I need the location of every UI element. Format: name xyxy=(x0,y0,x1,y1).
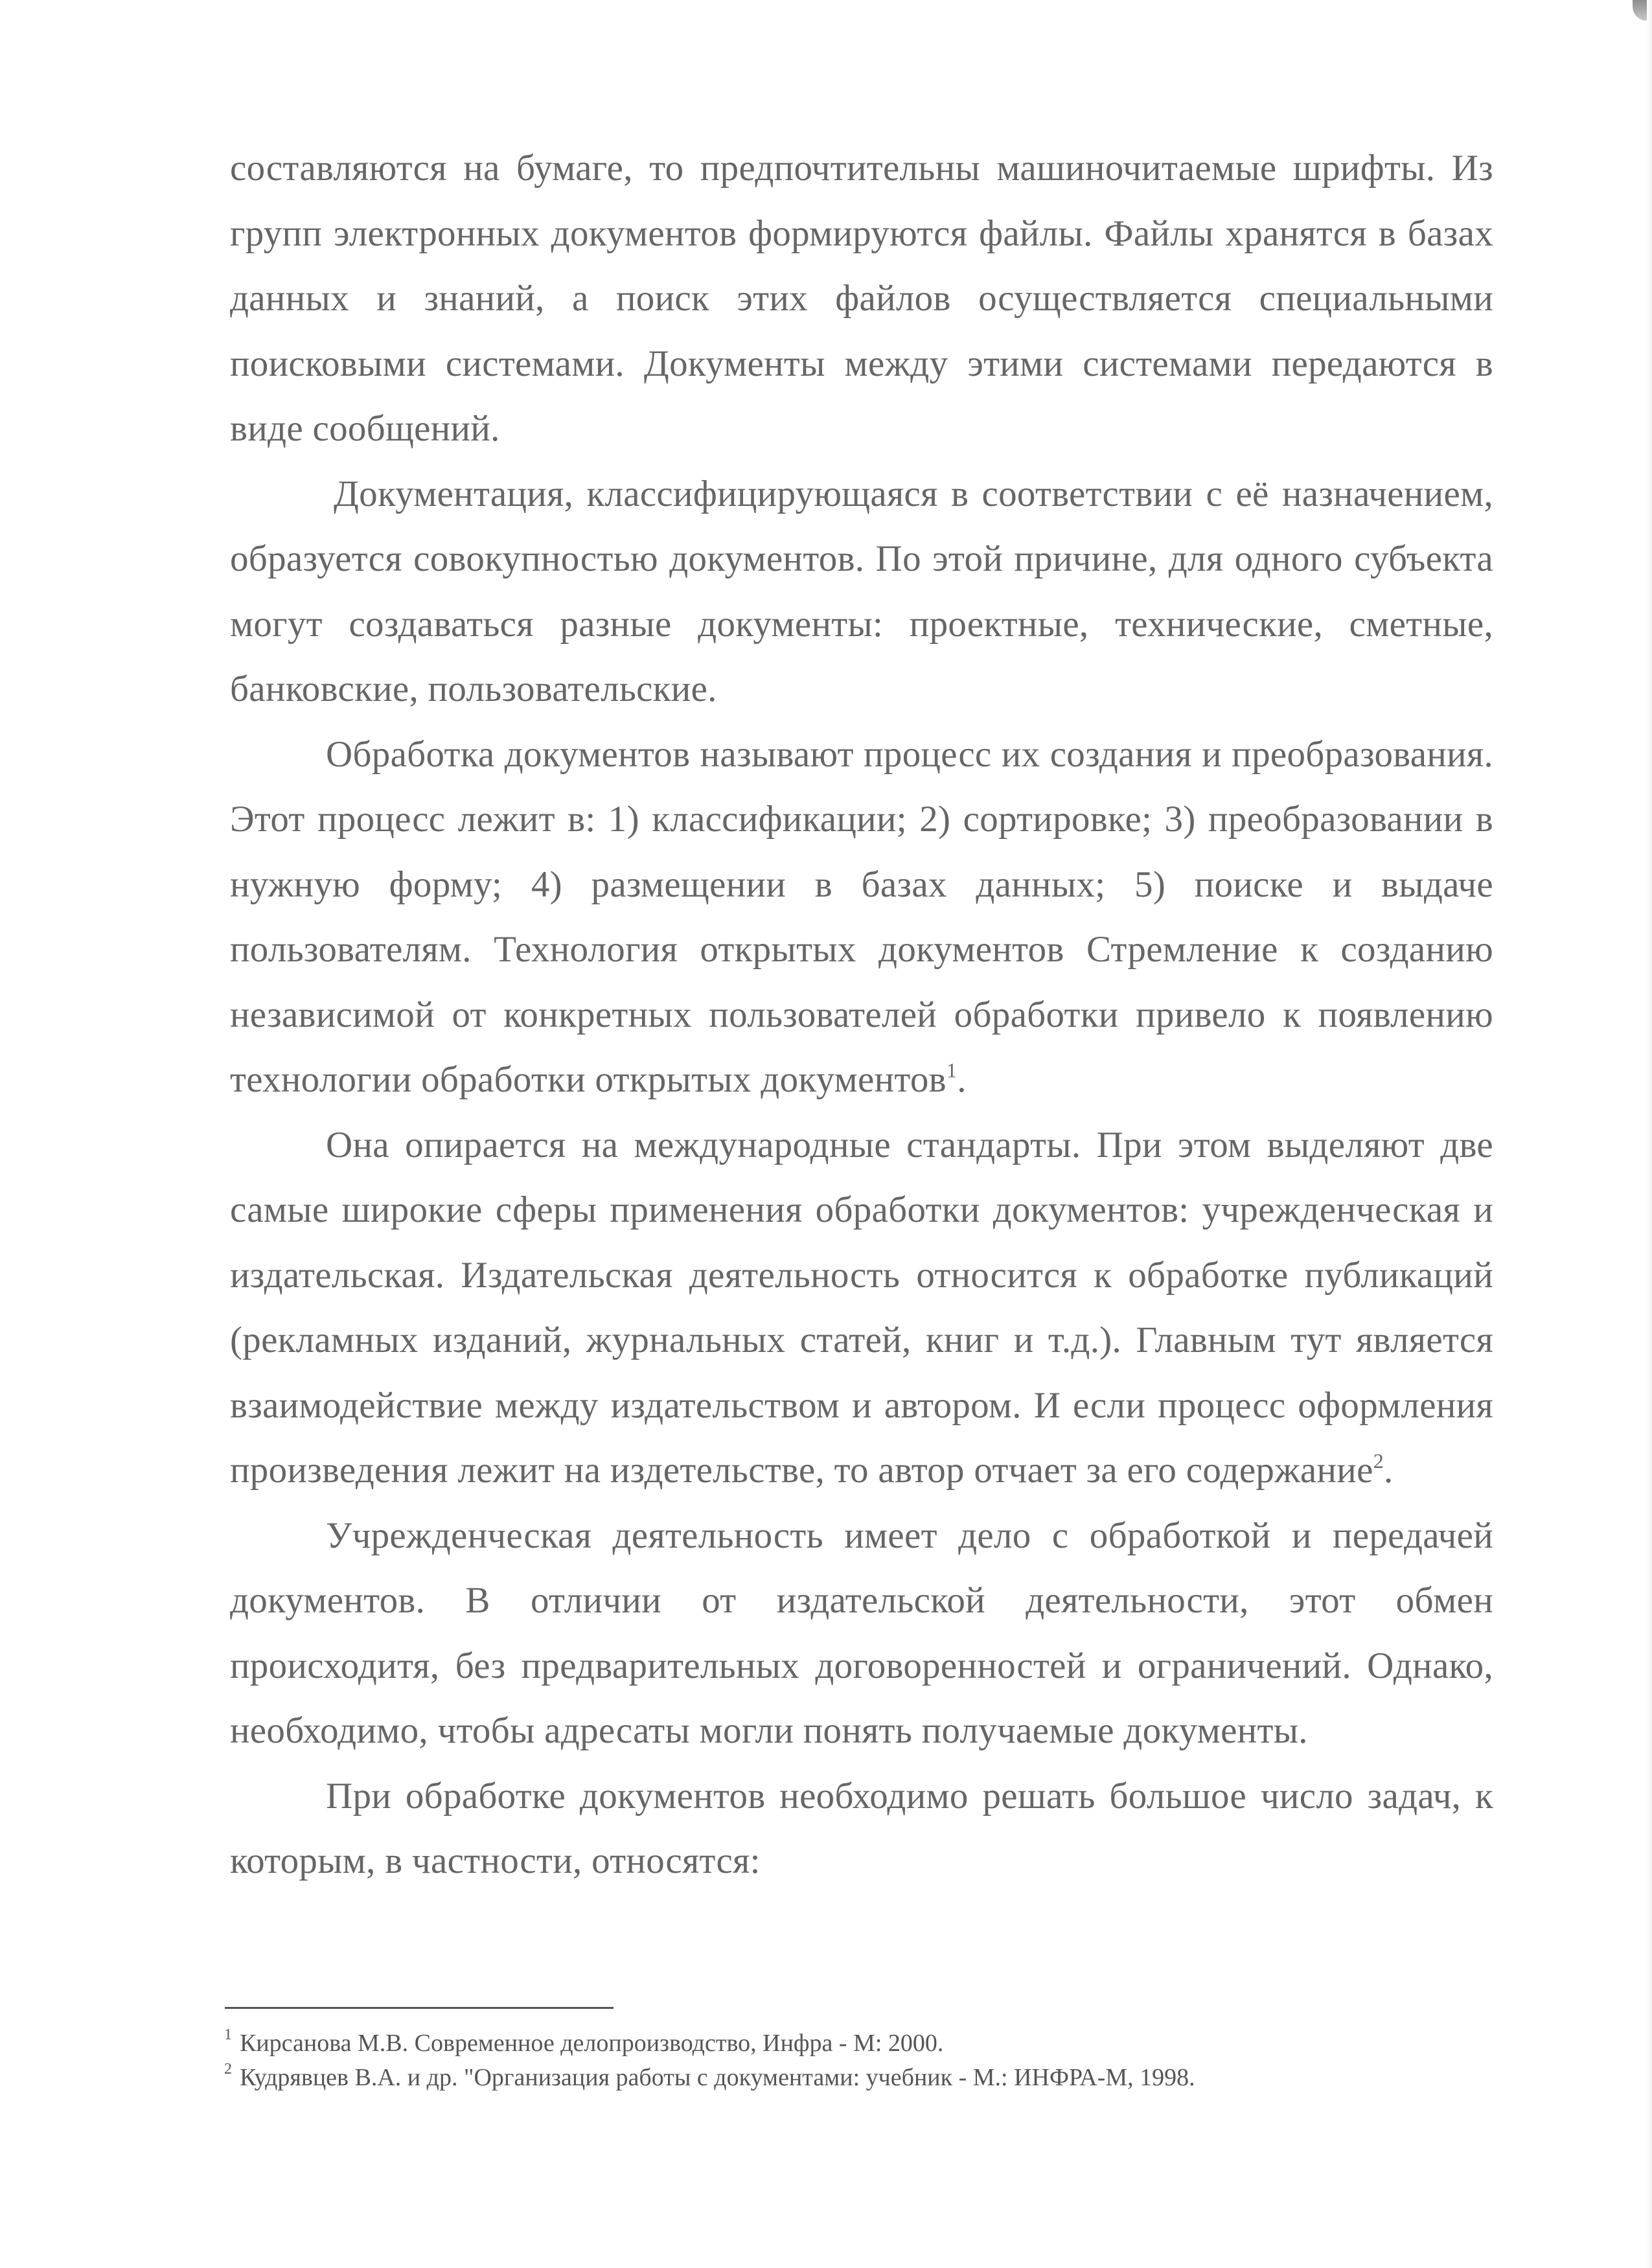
paragraph xyxy=(230,1113,1493,1504)
footnote-reference[interactable]: 1 xyxy=(946,1059,958,1082)
footnote xyxy=(224,2061,1455,2095)
paragraph: При обработке документов необходимо решать большое число задач, к которым, в частности, относятся: xyxy=(230,1775,1493,1881)
paragraph-end-punctuation: . xyxy=(957,1059,967,1100)
footnote-number: 2 xyxy=(224,2061,232,2078)
footnote-separator xyxy=(225,2007,614,2009)
paragraph: Учрежденческая деятельность имеет дело с обработкой и передачей документов. В отличии от издательской деятельности, этот обмен происходитя, без предварительных договоренностей и ограничений. Однако, необходимо, чтобы адресаты могли понять получаемые документы. xyxy=(230,1515,1493,1751)
paragraph-end-punctuation: . xyxy=(1384,1450,1394,1491)
footnote xyxy=(224,2026,1455,2061)
paragraph-text: Она опирается на международные стандарты. При этом выделяют две самые широкие сферы применения обработки документов: учрежденческая и издательская. Издательская деятельность относится к обработке публикаций (рекламных изданий, журнальных статей, книг и т.д.). Главным тут является взаимодействие между издательством и автором. И если процесс оформления произведения лежит на издетельстве, то автор отчает за его содержание xyxy=(230,1124,1493,1491)
paragraph: Документация, классифицирующаяся в соответствии с её назначением, образуется совокупностью документов. По этой причине, для одного субъекта могут создаваться разные документы: проектные, технические, сметные, банковские, пользовательские. xyxy=(230,473,1493,709)
footnote-text: Кирсанова М.В. Современное делопроизводство, Инфра - М: 2000. xyxy=(240,2030,944,2057)
page-edge-shade xyxy=(1647,0,1652,2268)
body-text xyxy=(230,136,1493,1894)
paragraph xyxy=(230,722,1493,1113)
footnote-text: Кудрявцев В.А. и др. "Организация работы с документами: учебник - М.: ИНФРА-М, 1998. xyxy=(240,2064,1195,2091)
footnote-reference[interactable]: 2 xyxy=(1373,1449,1384,1472)
paragraph-text: Обработка документов называют процесс их создания и преобразования. Этот процесс лежит в: 1) классификации; 2) сортировке; 3) преобразовании в нужную форму; 4) размещении в базах данных; 5) поиске и выдаче пользователям. Технология открытых документов Стремление к созданию независимой от конкретных пользователей обработки привело к появлению технологии обработки открытых документов xyxy=(230,733,1493,1100)
footnotes xyxy=(224,2026,1455,2095)
footnote-number: 1 xyxy=(224,2026,232,2044)
paragraph: составляются на бумаге, то предпочтительны машиночитаемые шрифты. Из групп электронных документов формируются файлы. Файлы хранятся в базах данных и знаний, а поиск этих файлов осуществляется специальными поисковыми системами. Документы между этими системами передаются в виде сообщений. xyxy=(230,148,1493,449)
